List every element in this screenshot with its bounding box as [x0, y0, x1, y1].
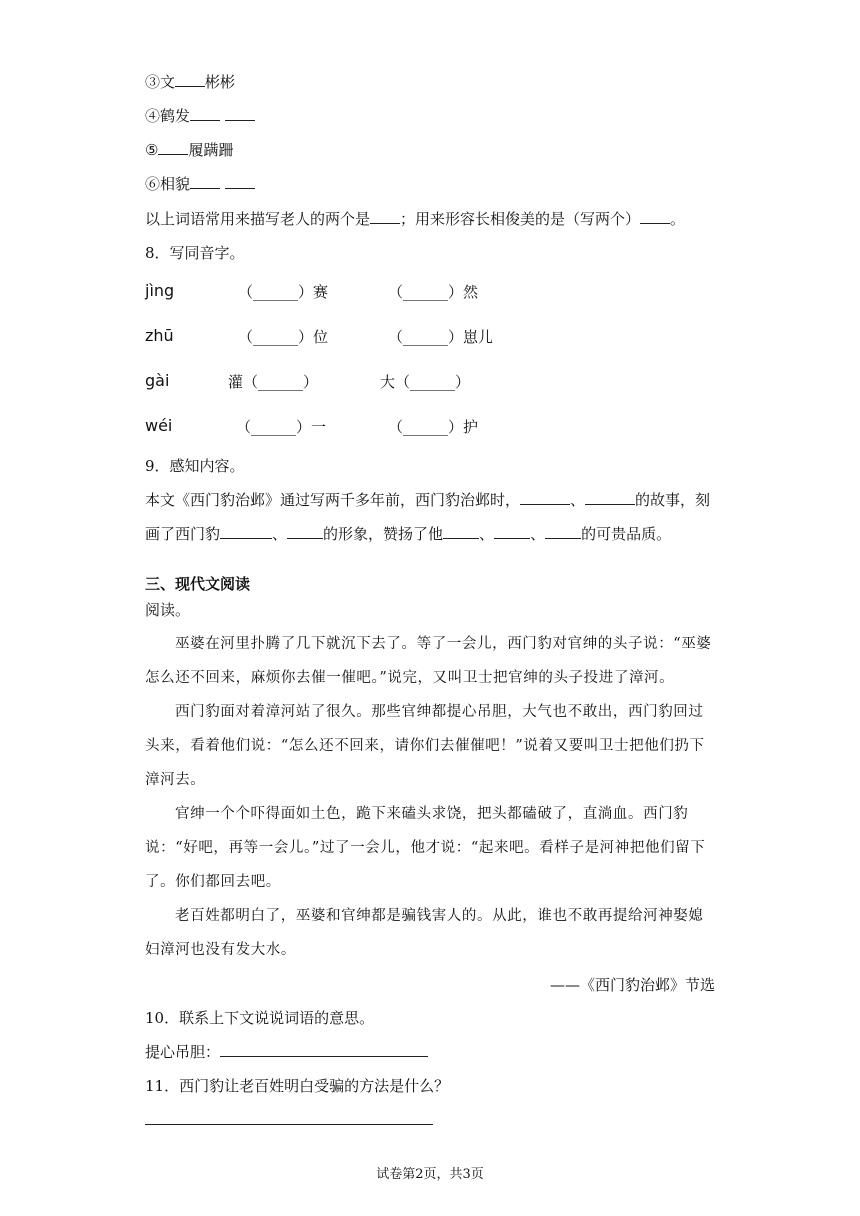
answer-blank[interactable] [370, 209, 400, 224]
q8-blank-cell[interactable]: （______）护 [388, 418, 479, 436]
q7-item-3: ③文 彬彬 [145, 73, 236, 91]
answer-blank[interactable] [190, 106, 220, 121]
answer-blank[interactable] [220, 1042, 428, 1057]
q9-line-2: 画了西门豹 、 的形象，赞扬了他 、 、 的可贵品质。 [145, 525, 672, 543]
pinyin-label: wéi [145, 416, 173, 435]
q7-summary: 以上词语常用来描写老人的两个是 ；用来形容长相俊美的是（写两个） 。 [145, 210, 686, 228]
q8-blank-cell[interactable]: （______）位 [238, 328, 329, 346]
answer-blank[interactable] [220, 524, 272, 539]
passage-paragraph-4: 老百姓都明白了，巫婆和官绅都是骗钱害人的。从此，谁也不敢再提给河神娶媳妇漳河也没有发大水。 [145, 908, 704, 958]
answer-blank[interactable] [225, 106, 255, 121]
q11-title: 11．西门豹让老百姓明白受骗的方法是什么？ [145, 1077, 450, 1095]
q9-line-1: 本文《西门豹治邺》通过写两千多年前，西门豹治邺时， 、 的故事，刻 [145, 491, 711, 509]
answer-blank[interactable] [545, 524, 581, 539]
pinyin-label: zhū [145, 326, 174, 345]
pinyin-label: jìng [145, 281, 175, 300]
passage-paragraph-1: 巫婆在河里扑腾了几下就沉下去了。等了一会儿，西门豹对官绅的头子说：“巫婆怎么还不回来，麻烦你去催一催吧。”说完，又叫卫士把官绅的头子投进了漳河。 [145, 636, 712, 686]
q10-title: 10．联系上下文说说词语的意思。 [145, 1009, 375, 1027]
answer-blank[interactable] [585, 490, 635, 505]
passage-source: ——《西门豹治邺》节选 [549, 976, 715, 994]
passage-paragraph-2: 西门豹面对着漳河站了很久。那些官绅都提心吊胆，大气也不敢出，西门豹回过头来，看着他们说：“怎么还不回来，请你们去催催吧！”说着又要叫卫士把他们扔下漳河去。 [145, 704, 705, 788]
q7-item-6: ⑥相貌 [145, 174, 255, 194]
q8-blank-cell[interactable]: （______）赛 [238, 283, 329, 301]
q8-blank-cell[interactable]: （______）一 [236, 418, 327, 436]
read-label: 阅读。 [145, 601, 191, 619]
answer-blank[interactable] [225, 174, 255, 189]
q7-item-5: ⑤ 履蹒跚 [145, 141, 234, 159]
q8-blank-cell[interactable]: （______）崽儿 [388, 328, 494, 346]
q8-blank-cell[interactable]: 灌（______） [228, 373, 319, 391]
answer-blank[interactable] [190, 174, 220, 189]
answer-blank[interactable] [640, 209, 670, 224]
page-footer: 试卷第2页，共3页 [376, 1167, 484, 1182]
passage-paragraph-3: 官绅一个个吓得面如土色，跪下来磕头求饶，把头都磕破了，直淌血。西门豹说：“好吧，再等一会儿。”过了一会儿，他才说：“起来吧。看样子是河神把他们留下了。你们都回去吧。 [145, 806, 706, 890]
q8-title: 8．写同音字。 [145, 244, 245, 262]
pinyin-label: gài [145, 371, 170, 390]
q8-blank-cell[interactable]: 大（______） [380, 373, 471, 391]
q11-answer-line[interactable] [145, 1124, 433, 1125]
section-heading: 三、现代文阅读 [145, 575, 251, 593]
answer-blank[interactable] [158, 140, 188, 155]
answer-blank[interactable] [287, 524, 323, 539]
q7-item-4: ④鹤发 [145, 106, 255, 126]
answer-blank[interactable] [520, 490, 570, 505]
q8-blank-cell[interactable]: （______）然 [388, 283, 479, 301]
answer-blank[interactable] [494, 524, 530, 539]
answer-blank[interactable] [443, 524, 479, 539]
answer-blank[interactable] [175, 72, 205, 87]
q9-title: 9．感知内容。 [145, 457, 245, 475]
q10-answer-line: 提心吊胆： [145, 1042, 428, 1062]
